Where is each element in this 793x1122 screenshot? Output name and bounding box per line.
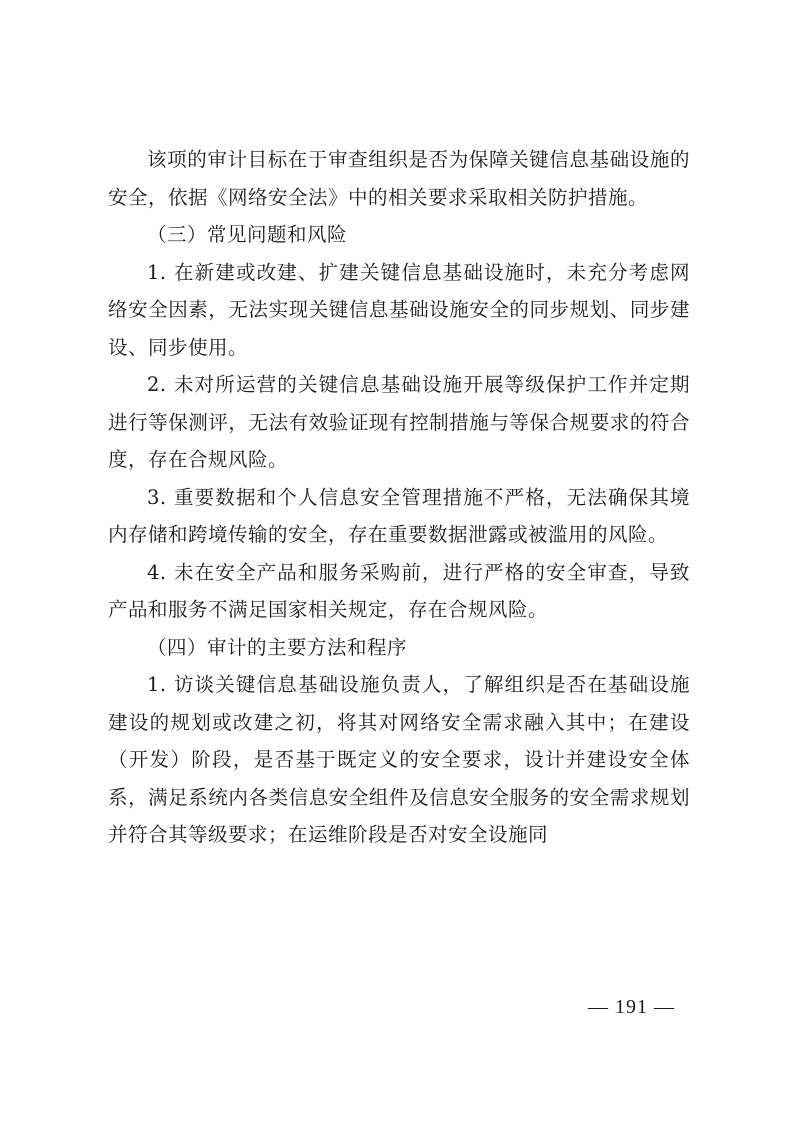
paragraph-issue-3: 3. 重要数据和个人信息安全管理措施不严格，无法确保其境内存储和跨境传输的安全，存在重要数据泄露或被滥用的风险。 [108, 485, 690, 546]
section-heading-common-issues: （三）常见问题和风险 [147, 223, 348, 246]
paragraph-issue-4: 4. 未在安全产品和服务采购前，进行严格的安全审查，导致产品和服务不满足国家相关规定，存在合规风险。 [108, 560, 690, 621]
paragraph-issue-2: 2. 未对所运营的关键信息基础设施开展等级保护工作并定期进行等保测评，无法有效验证现有控制措施与等保合规要求的符合度，存在合规风险。 [108, 373, 690, 471]
paragraph-audit-objective: 该项的审计目标在于审查组织是否为保障关键信息基础设施的安全，依据《网络安全法》中的相关要求采取相关防护措施。 [108, 148, 690, 209]
section-heading-audit-methods: （四）审计的主要方法和程序 [147, 635, 408, 659]
page-body [108, 141, 690, 854]
paragraph-method-1: 1. 访谈关键信息基础设施负责人，了解组织是否在基础设施建设的规划或改建之初，将其对网络安全需求融入其中；在建设（开发）阶段，是否基于既定义的安全要求，设计并建设安全体系，满足系统内各类信息安全组件及信息安全服务的安全需求规划并符合其等级要求；在运维阶段是否对安全设施同 [108, 673, 690, 846]
paragraph-issue-1: 1. 在新建或改建、扩建关键信息基础设施时，未充分考虑网络安全因素，无法实现关键信息基础设施安全的同步规划、同步建设、同步使用。 [108, 260, 690, 359]
page-number: — 191 — [588, 996, 675, 1018]
